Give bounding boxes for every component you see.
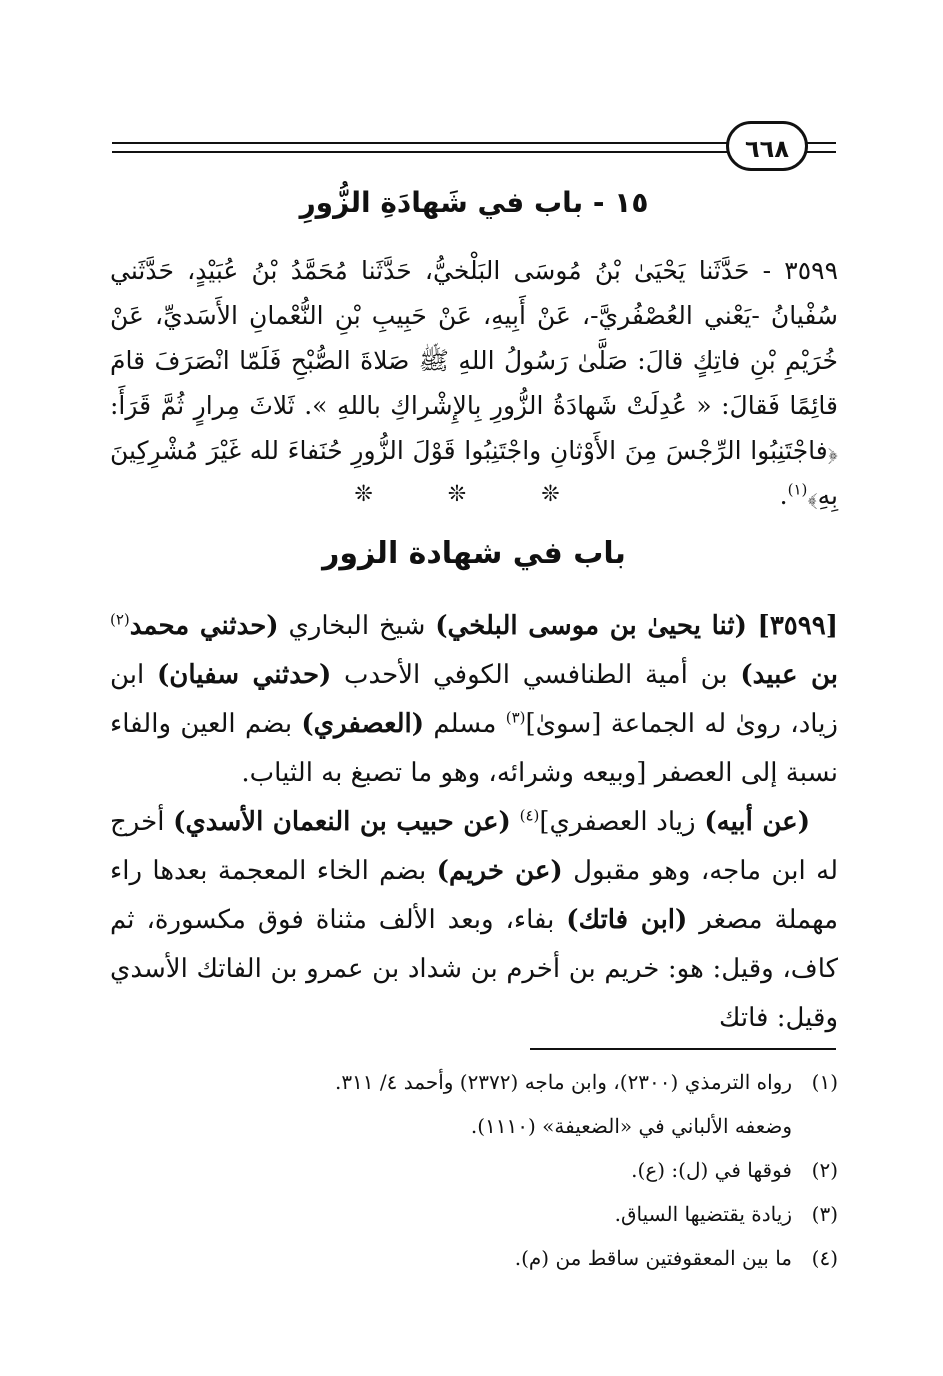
footnote-item: [300, 1060, 838, 1104]
hadith-body: ٣٥٩٩ - حَدَّثَنا يَحْيَىٰ بْنُ مُوسَى البَلْخيُّ، حَدَّثَنا مُحَمَّدُ بْنُ عُبَيْدٍ، حَدَّثَني سُفْيانُ -يَعْني العُصْفُريَّ-، عَنْ أَبِيهِ، عَنْ حَبِيبِ بْنِ النُّعْمانِ الأَسَديِّ، عَنْ خُرَيْمِ بْنِ فاتِكٍ قالَ: صَلَّىٰ رَسُولُ اللهِ ﷺ صَلاةَ الصُّبْحِ فَلَمّا انْصَرَفَ قامَ قائِمًا فَقالَ: « عُدِلَتْ شَهادَةُ الزُّورِ بِالإِشْراكِ باللهِ ». ثَلاثَ مِرارٍ ثُمَّ قَرَأَ: ﴿فاجْتَنِبُوا الرِّجْسَ مِنَ الأَوْثانِ واجْتَنِبُوا قَوْلَ الزُّورِ حُنَفاءَ لله غَيْرَ مُشْرِكِينَ بِهِ﴾: [110, 256, 838, 510]
plain-phrase: ابن زياد، روىٰ له الجماعة [سوىٰ]: [110, 660, 838, 739]
bold-phrase: (عن خريم): [436, 856, 563, 886]
plain-phrase: بن أمية الطنافسي الكوفي الأحدب: [331, 660, 741, 690]
bold-phrase: (حدثني محمد: [129, 611, 279, 641]
footnote-ref-1: (١): [787, 480, 808, 499]
footnote-ref-3: (٣): [505, 708, 526, 727]
bold-phrase: بن عبيد): [740, 660, 838, 690]
footnote-text: وضعفه الألباني في «الضعيفة» (١١١٠).: [470, 1114, 792, 1138]
footnote-number: (١): [811, 1070, 838, 1094]
plain-phrase: بضم الخاء المعجمة بعدها راء مهملة مصغر: [110, 856, 838, 935]
plain-phrase: مسلم: [424, 709, 506, 739]
bold-phrase: (ابن فاتك): [566, 905, 688, 935]
footnote-text: ما بين المعقوفتين ساقط من (م).: [514, 1246, 792, 1270]
chapter-title: ١٥ - باب في شَهادَةِ الزُّورِ: [299, 186, 649, 219]
footnote-number: (٤): [811, 1246, 838, 1270]
footnote-number: (٣): [811, 1202, 838, 1226]
section-separator: ❊ ❊ ❊: [354, 482, 594, 507]
footnote-ref-4: (٤): [519, 806, 540, 825]
footnote-item: [300, 1148, 838, 1192]
hadith-end: .: [779, 481, 788, 510]
hadith-text: [110, 248, 838, 518]
footnote-number: (٢): [811, 1158, 838, 1182]
section-title: باب في شهادة الزور: [322, 536, 626, 571]
bold-phrase: (عن أبيه): [704, 807, 810, 837]
commentary-paragraph-1: [110, 602, 838, 798]
plain-phrase: [511, 807, 520, 837]
page-number: ٦٦٨: [726, 121, 808, 171]
plain-phrase: بضم العين والفاء نسبة إلى العصفر [وبيعه وشرائه، وهو ما تصبغ به الثياب.: [110, 709, 838, 788]
bold-phrase: (حدثني سفيان): [156, 660, 332, 690]
footnote-item: [300, 1192, 838, 1236]
plain-phrase: شيخ البخاري: [278, 611, 436, 641]
bold-phrase: (عن حبيب بن النعمان الأسدي): [173, 807, 511, 837]
commentary-paragraph-2: [110, 798, 838, 1043]
plain-phrase: أخرج له ابن ماجه، وهو مقبول: [110, 807, 838, 886]
footnote-item: [300, 1236, 838, 1280]
plain-phrase: بفاء، وبعد الألف مثناة فوق مكسورة، ثم كاف، وقيل: هو: خريم بن أخرم بن شداد بن عمرو بن الفاتك الأسدي وقيل: فاتك: [110, 905, 838, 1033]
footnote-item: [300, 1104, 838, 1148]
footnote-text: رواه الترمذي (٢٣٠٠)، وابن ماجه (٢٣٧٢) وأحمد ٤/ ٣١١.: [334, 1070, 792, 1094]
bold-phrase: (العصفري): [301, 709, 425, 739]
footnotes: [300, 1060, 838, 1280]
plain-phrase: زياد العصفري]: [539, 807, 705, 837]
bold-phrase: [٣٥٩٩] (ثنا يحيىٰ بن موسى البلخي): [435, 611, 839, 641]
footnote-rule: [530, 1048, 836, 1050]
footnote-ref-2: (٢): [110, 610, 130, 629]
footnote-text: فوقها في (ل): (ع).: [631, 1158, 792, 1182]
footnote-text: زيادة يقتضيها السياق.: [614, 1202, 792, 1226]
commentary: [110, 602, 838, 1043]
